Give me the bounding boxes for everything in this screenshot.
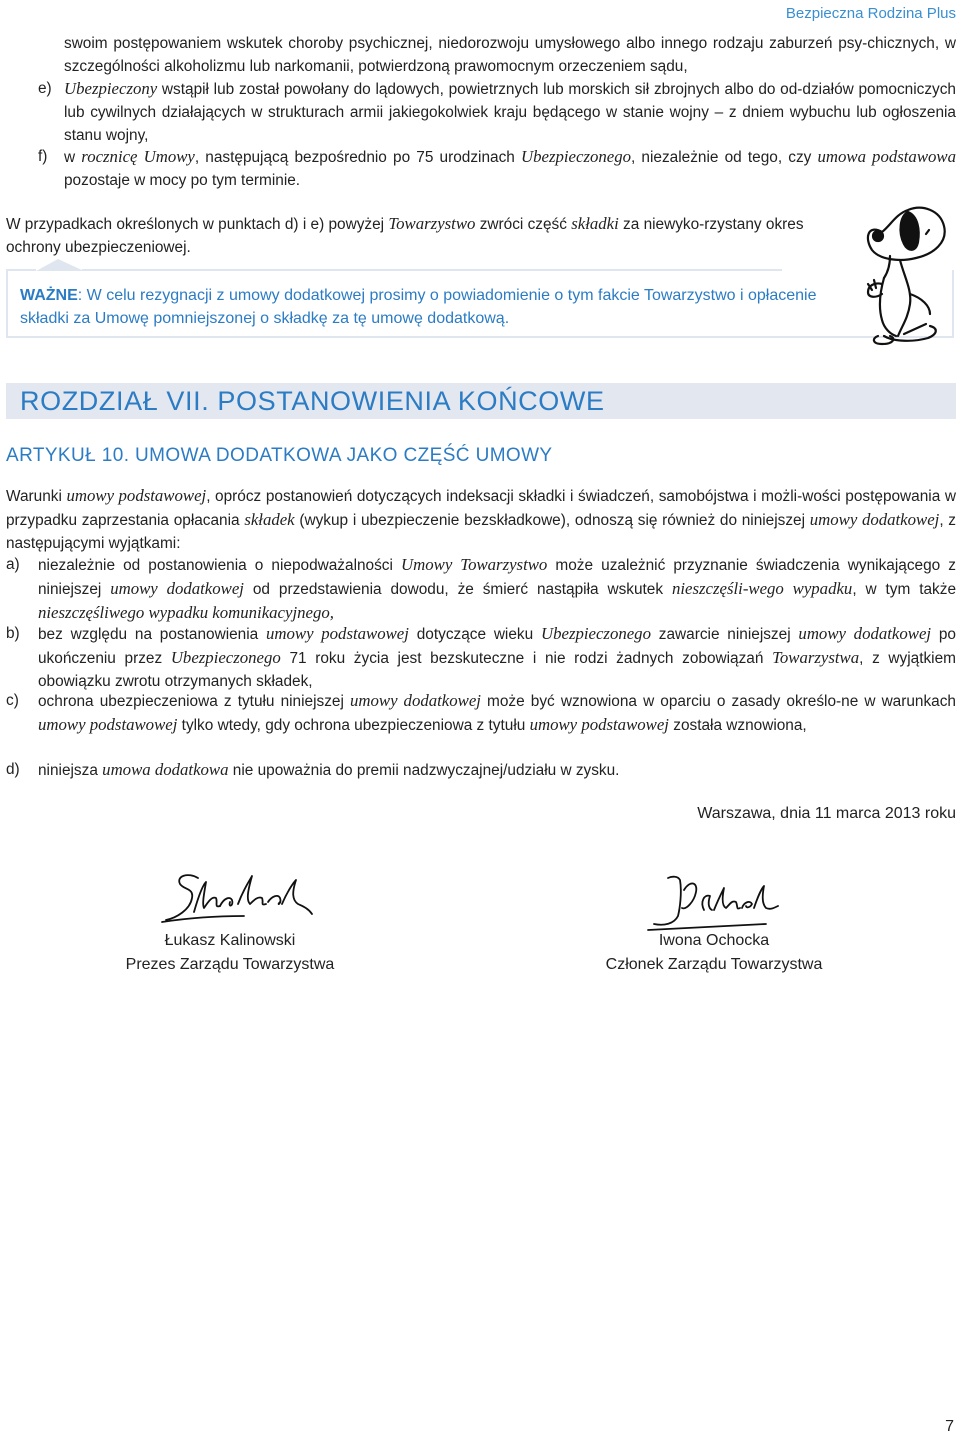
exception-b xyxy=(6,622,956,693)
notice-body: : W celu rezygnacji z umowy dodatkowej prosimy o powiadomienie o tym fakcie Towarzystwo i opłacenie składki za Umowę pomniejszonej o składkę za tę umowę dodatkową. xyxy=(20,287,817,327)
term-umowy-dodatkowej-a: umowy dodatkowej xyxy=(110,579,244,598)
exception-c-label: c) xyxy=(6,692,19,709)
running-head: Bezpieczna Rodzina Plus xyxy=(785,5,956,22)
notice-label: WAŻNE xyxy=(20,287,78,304)
term-towarzystwo: Towarzystwo xyxy=(388,214,476,233)
list-item-f-text-4: pozostaje w mocy po tym terminie. xyxy=(64,172,301,189)
refund-text-1: W przypadkach określonych w punktach d) i e) powyżej xyxy=(6,216,389,233)
signature-right-image xyxy=(646,872,786,934)
term-wypadku-komunikacyjnego: nieszczęśliwego wypadku komunikacyjnego, xyxy=(38,603,334,622)
term-ubezpieczonego-b1: Ubezpieczonego xyxy=(540,624,651,643)
list-continuation xyxy=(64,32,956,78)
article-intro xyxy=(6,484,956,555)
exception-a-label: a) xyxy=(6,556,20,573)
term-ubezpieczonego-b2: Ubezpieczonego xyxy=(170,648,281,667)
term-skladek: składek xyxy=(244,510,295,529)
term-umowy-podstawowej: umowy podstawowej xyxy=(66,486,207,505)
signature-left-image xyxy=(158,868,318,930)
refund-text-3: za niewyko-rzystany okres ochrony ubezpieczeniowej. xyxy=(6,216,804,256)
exception-d-label: d) xyxy=(6,761,20,778)
list-item-f-text-3: , niezależnie od tego, czy xyxy=(631,149,818,166)
list-item-e-label: e) xyxy=(38,80,52,97)
term-skladki: składki xyxy=(571,214,619,233)
list-item-f xyxy=(38,145,956,192)
exception-d-text-1: niniejsza xyxy=(38,762,103,779)
term-towarzystwa: Towarzystwa xyxy=(772,648,860,667)
page-number: 7 xyxy=(945,1418,954,1435)
exception-c-text-2: może być wznowiona w oparciu o zasady określo-ne w warunkach xyxy=(480,693,956,710)
exception-b-text-1: bez względu na postanowienia xyxy=(38,626,267,643)
article-intro-text-1: Warunki xyxy=(6,488,67,505)
signatory-right-name: Iwona Ochocka xyxy=(658,932,770,949)
chapter-title: ROZDZIAŁ VII. POSTANOWIENIA KOŃCOWE xyxy=(20,386,605,416)
list-item-e-text: wstąpił lub został powołany do lądowych, powietrznych lub morskich sił zbrojnych albo do od-działów pomocniczych lub cywilnych działających w strukturach armii jakiegokolwiek kraju będącego w stanie wojny – z dniem wybuchu lub ogłoszenia stanu wojny, xyxy=(64,81,956,144)
exception-c xyxy=(6,689,956,737)
exception-d xyxy=(6,758,956,782)
place-date: Warszawa, dnia 11 marca 2013 roku xyxy=(697,805,956,822)
refund-text-2: zwróci część xyxy=(475,216,572,233)
article-intro-text-3: (wykup i ubezpieczenie bezskładkowe), odnoszą się również do niniejszej xyxy=(294,512,810,529)
term-umowy-podstawowej-c2: umowy podstawowej xyxy=(529,715,669,734)
signature-right xyxy=(574,929,854,977)
exception-d-text-2: nie upoważnia do premii nadzwyczajnej/udziału w zysku. xyxy=(228,762,620,779)
term-umowy-dodatkowej: umowy dodatkowej xyxy=(809,510,940,529)
exception-a-text-2: może uzależnić przyznanie świadczenia wynikającego z niniejszej xyxy=(38,557,956,598)
signatory-right-role: Członek Zarządu Towarzystwa xyxy=(605,956,823,973)
exception-a-text-4: , w tym także xyxy=(852,581,957,598)
exception-c-text-1: ochrona ubezpieczeniowa z tytułu niniejszej xyxy=(38,693,350,710)
article-intro-text-2: , oprócz postanowień dotyczących indeksacji składki i świadczeń, samobójstwa i możli-wości postępowania w przypadku zaprzestania opłacania xyxy=(6,488,956,529)
term-nieszczesliwego-wypadku: nieszczęśli-wego wypadku xyxy=(671,579,853,598)
article-intro-text-4: , z następującymi wyjątkami: xyxy=(6,512,956,552)
exception-a-text-3: od przedstawienia dowodu, że śmierć nastąpiła wskutek xyxy=(243,581,672,598)
notice-tab-marker xyxy=(36,258,84,272)
exception-b-text-5: 71 roku życia jest bezskuteczne i nie rodzi żadnych zobowiązań xyxy=(280,650,773,667)
signature-left xyxy=(90,929,370,977)
term-umowa-podstawowa: umowa podstawowa xyxy=(817,147,956,166)
list-item-f-label: f) xyxy=(38,148,48,165)
list-item-f-text-2: , następującą bezpośrednio po 75 urodzinach xyxy=(194,149,522,166)
snoopy-illustration xyxy=(838,198,960,346)
exception-b-label: b) xyxy=(6,625,20,642)
term-ubezpieczonego: Ubezpieczonego xyxy=(521,147,631,166)
exception-c-text-3: tylko wtedy, gdy ochrona ubezpieczeniowa z tytułu xyxy=(177,717,530,734)
exception-b-text-2: dotyczące wieku xyxy=(408,626,541,643)
list-continuation-text: swoim postępowaniem wskutek choroby psychicznej, niedorozwoju umysłowego albo innego rodzaju zaburzeń psy-chicznych, w szczególności alkoholizmu lub narkomanii, potwierdzoną prawomocnym orzeczeniem sądu, xyxy=(64,35,956,75)
refund-paragraph xyxy=(6,212,834,259)
term-umowa-dodatkowa: umowa dodatkowa xyxy=(102,760,229,779)
list-item-f-text-1: w xyxy=(64,149,82,166)
notice-border-top-right xyxy=(82,269,782,271)
term-umowy-dodatkowej-c: umowy dodatkowej xyxy=(350,691,481,710)
signatory-left-name: Łukasz Kalinowski xyxy=(164,932,296,949)
signatory-left-role: Prezes Zarządu Towarzystwa xyxy=(125,956,335,973)
notice-text xyxy=(20,284,820,330)
exception-a-text-1: niezależnie od postanowienia o niepodważalności xyxy=(38,557,401,574)
exception-a xyxy=(6,553,957,625)
term-umowy-dodatkowej-b: umowy dodatkowej xyxy=(798,624,932,643)
term-umowy-podstawowej-b: umowy podstawowej xyxy=(266,624,409,643)
term-umowy-towarzystwo: Umowy Towarzystwo xyxy=(401,555,548,574)
list-item-e xyxy=(38,77,956,147)
exception-b-text-4: po ukończeniu przez xyxy=(38,626,956,667)
exception-b-text-6: , z wyjątkiem obowiązku zwrotu otrzymanych składek, xyxy=(38,650,956,690)
exception-c-text-4: została wznowiona, xyxy=(668,717,807,734)
term-umowy-podstawowej-c1: umowy podstawowej xyxy=(38,715,178,734)
term-rocznica-umowy: rocznicę Umowy xyxy=(81,147,195,166)
term-ubezpieczony: Ubezpieczony xyxy=(64,79,158,98)
notice-border-top-left xyxy=(6,269,36,271)
exception-b-text-3: zawarcie niniejszej xyxy=(650,626,799,643)
article-title: ARTYKUŁ 10. UMOWA DODATKOWA JAKO CZĘŚĆ UMOWY xyxy=(6,445,553,466)
